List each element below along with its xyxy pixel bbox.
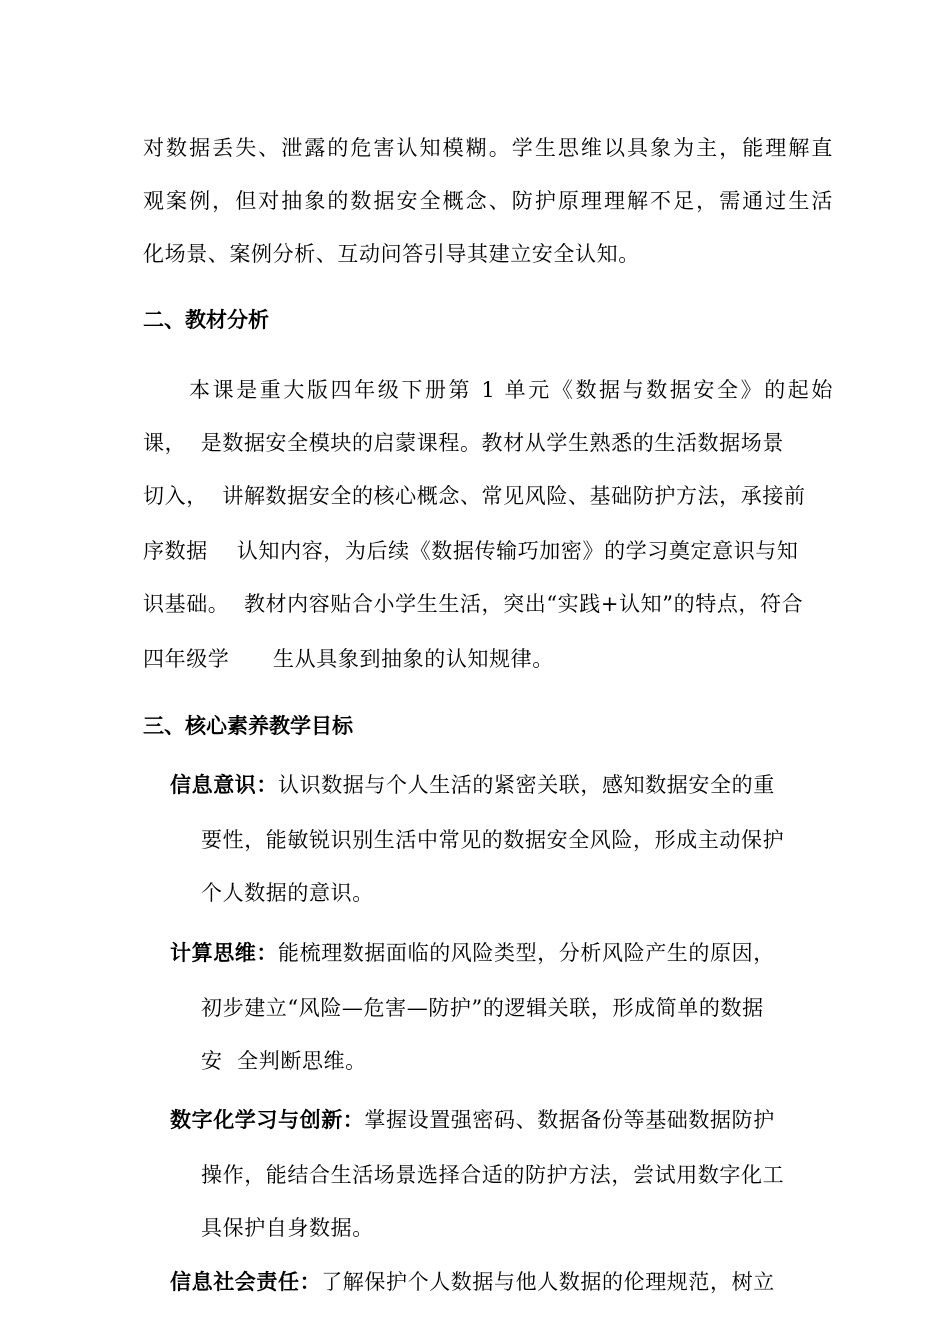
section-heading-textbook-analysis: 二、教材分析 <box>143 308 269 332</box>
intro-line-2: 观案例，但对抽象的数据安全概念、防护原理理解不足，需通过生活 <box>143 189 833 213</box>
section2-line-6: 四年级学 生从具象到抽象的认知规律。 <box>143 647 554 671</box>
section2-line-1: 本课是重大版四年级下册第 1 单元《数据与数据安全》的起始 <box>189 378 833 402</box>
section2-line-4: 序数据 认知内容，为后续《数据传输巧加密》的学习奠定意识与知 <box>143 539 799 563</box>
objective-2-line-3: 安 全判断思维。 <box>201 1049 367 1073</box>
objective-3-line-2: 操作，能结合生活场景选择合适的防护方法，尝试用数字化工 <box>201 1163 785 1187</box>
objective-text: 掌握设置强密码、数据备份等基础数据防护 <box>364 1108 775 1132</box>
objective-1-line-2: 要性，能敏锐识别生活中常见的数据安全风险，形成主动保护 <box>201 828 785 852</box>
objective-title: 信息社会责任： <box>170 1270 322 1294</box>
objective-text: 认识数据与个人生活的紧密关联，感知数据安全的重 <box>278 773 775 797</box>
objective-title: 信息意识： <box>170 773 278 797</box>
objective-title: 数字化学习与创新： <box>170 1108 365 1132</box>
objective-information-awareness <box>170 771 806 799</box>
objective-3-line-3: 具保护自身数据。 <box>201 1216 374 1240</box>
objective-text: 能梳理数据面临的风险类型，分析风险产生的原因， <box>278 941 775 965</box>
section2-line-5: 识基础。 教材内容贴合小学生生活，突出“实践+认知”的特点，符合 <box>143 592 804 616</box>
objective-title: 计算思维： <box>170 941 278 965</box>
objective-1-line-3: 个人数据的意识。 <box>201 881 374 905</box>
section2-line-3: 切入， 讲解数据安全的核心概念、常见风险、基础防护方法，承接前 <box>143 484 806 508</box>
section2-line-2: 课， 是数据安全模块的启蒙课程。教材从学生熟悉的生活数据场景 <box>143 431 784 455</box>
intro-line-1: 对数据丢失、泄露的危害认知模糊。学生思维以具象为主，能理解直 <box>143 136 833 160</box>
objective-2-line-2: 初步建立“风险—危害—防护”的逻辑关联，形成简单的数据 <box>201 996 764 1020</box>
intro-line-3: 化场景、案例分析、互动问答引导其建立安全认知。 <box>143 242 640 266</box>
objective-digital-learning-innovation <box>170 1106 806 1134</box>
objective-computational-thinking <box>170 939 806 967</box>
objective-text: 了解保护个人数据与他人数据的伦理规范，树立 <box>321 1270 775 1294</box>
objective-information-social-responsibility <box>170 1268 806 1296</box>
section-heading-core-literacy-objectives: 三、核心素养教学目标 <box>143 714 353 738</box>
